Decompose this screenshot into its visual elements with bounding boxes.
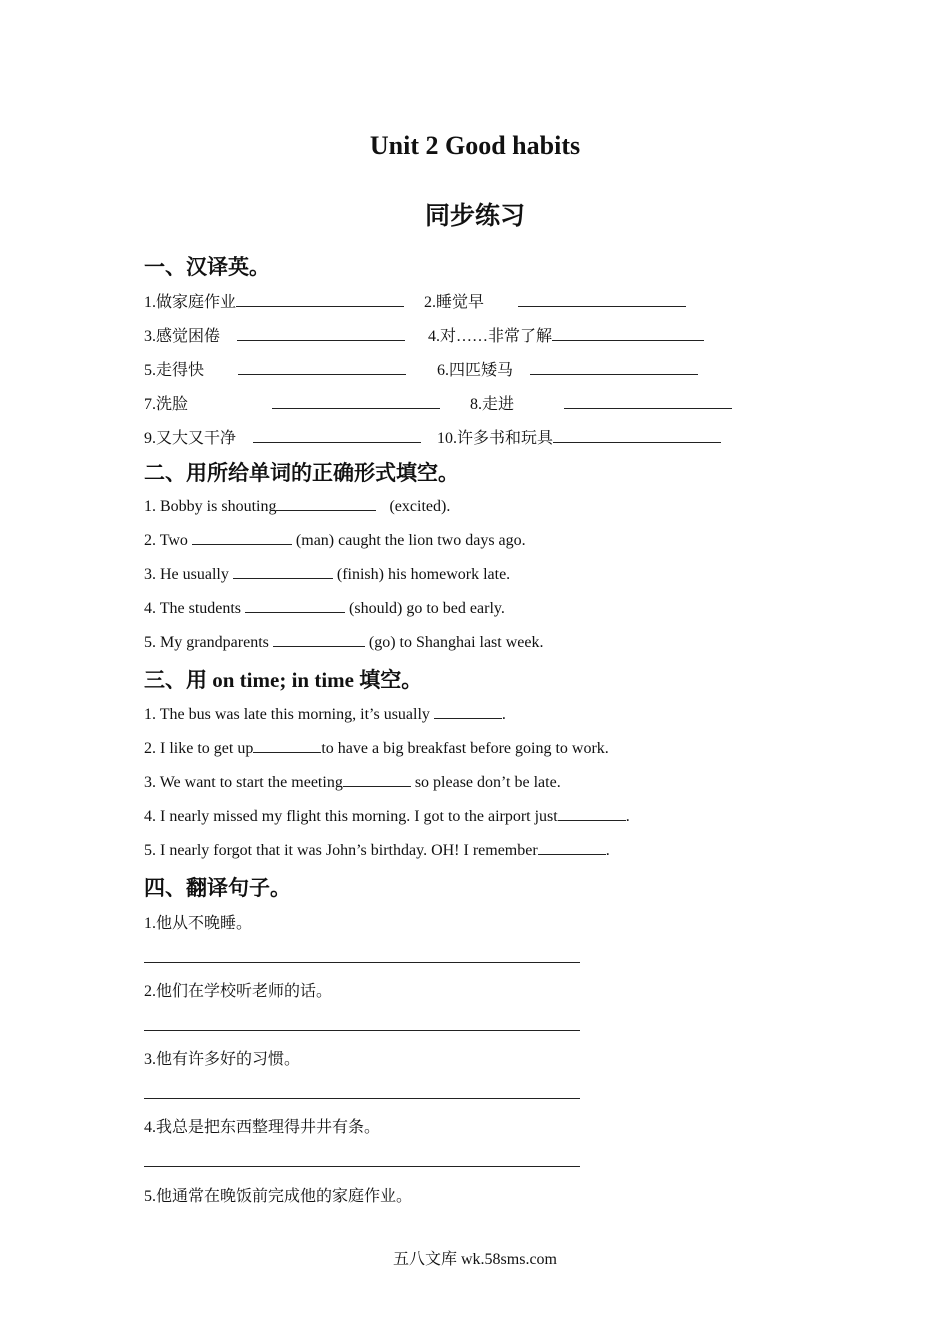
- answer-blank[interactable]: [553, 428, 721, 443]
- list-item: 3.他有许多好的习惯。: [144, 1051, 301, 1068]
- list-item: 4.我总是把东西整理得井井有条。: [144, 1119, 381, 1136]
- page-title: Unit 2 Good habits: [369, 131, 581, 160]
- answer-blank[interactable]: [245, 598, 345, 613]
- answer-blank[interactable]: [558, 806, 626, 821]
- answer-line[interactable]: [144, 1098, 580, 1099]
- list-item: 4. The students (should) go to bed early.: [144, 600, 505, 617]
- section-1-heading: 一、汉译英。: [144, 255, 270, 279]
- answer-blank[interactable]: [518, 292, 686, 307]
- list-item: 9.又大又干净: [144, 425, 421, 448]
- answer-line[interactable]: [144, 962, 580, 963]
- answer-blank[interactable]: [276, 496, 376, 511]
- section-2-heading: 二、用所给单词的正确形式填空。: [144, 461, 459, 485]
- answer-blank[interactable]: [530, 360, 698, 375]
- list-item: 1. The bus was late this morning, it’s usually .: [144, 706, 506, 723]
- list-item: 5. My grandparents (go) to Shanghai last week.: [144, 634, 544, 651]
- answer-blank[interactable]: [233, 564, 333, 579]
- list-item: 5.走得快: [144, 357, 406, 380]
- list-item: 4.对……非常了解: [428, 323, 704, 346]
- answer-line[interactable]: [144, 1030, 580, 1031]
- answer-blank[interactable]: [253, 428, 421, 443]
- list-item: 10.许多书和玩具: [437, 425, 721, 448]
- list-item: 3.感觉困倦: [144, 323, 405, 346]
- list-item: 2. Two (man) caught the lion two days ago.: [144, 532, 526, 549]
- answer-blank[interactable]: [192, 530, 292, 545]
- answer-blank[interactable]: [538, 840, 606, 855]
- section-3-heading: 三、用 on time; in time 填空。: [144, 668, 423, 692]
- footer-text: 五八文库 wk.58sms.com: [392, 1251, 557, 1268]
- answer-blank[interactable]: [236, 292, 404, 307]
- list-item: 3. We want to start the meeting so please don’t be late.: [144, 774, 561, 791]
- list-item: 1.他从不晚睡。: [144, 915, 253, 932]
- answer-blank[interactable]: [272, 394, 440, 409]
- section-4-heading: 四、翻译句子。: [144, 876, 291, 900]
- list-item: 7.洗脸: [144, 391, 440, 414]
- answer-blank[interactable]: [238, 360, 406, 375]
- answer-blank[interactable]: [237, 326, 405, 341]
- answer-blank[interactable]: [343, 772, 411, 787]
- list-item: 2. I like to get up to have a big breakfast before going to work.: [144, 740, 609, 757]
- answer-blank[interactable]: [434, 704, 502, 719]
- list-item: 5.他通常在晚饭前完成他的家庭作业。: [144, 1188, 413, 1205]
- answer-blank[interactable]: [253, 738, 321, 753]
- list-item: 6.四匹矮马: [437, 357, 698, 380]
- answer-blank[interactable]: [564, 394, 732, 409]
- page-subtitle: 同步练习: [424, 203, 525, 230]
- list-item: 5. I nearly forgot that it was John’s birthday. OH! I remember .: [144, 842, 610, 859]
- list-item: 2.他们在学校听老师的话。: [144, 983, 333, 1000]
- list-item: 8.走进: [470, 391, 732, 414]
- list-item: 1. Bobby is shouting (excited).: [144, 498, 451, 515]
- list-item: 2.睡觉早: [424, 289, 686, 312]
- list-item: 3. He usually (finish) his homework late.: [144, 566, 511, 583]
- answer-line[interactable]: [144, 1166, 580, 1167]
- answer-blank[interactable]: [552, 326, 704, 341]
- list-item: 4. I nearly missed my flight this morning. I got to the airport just .: [144, 808, 630, 825]
- list-item: 1.做家庭作业: [144, 289, 404, 312]
- answer-blank[interactable]: [273, 632, 365, 647]
